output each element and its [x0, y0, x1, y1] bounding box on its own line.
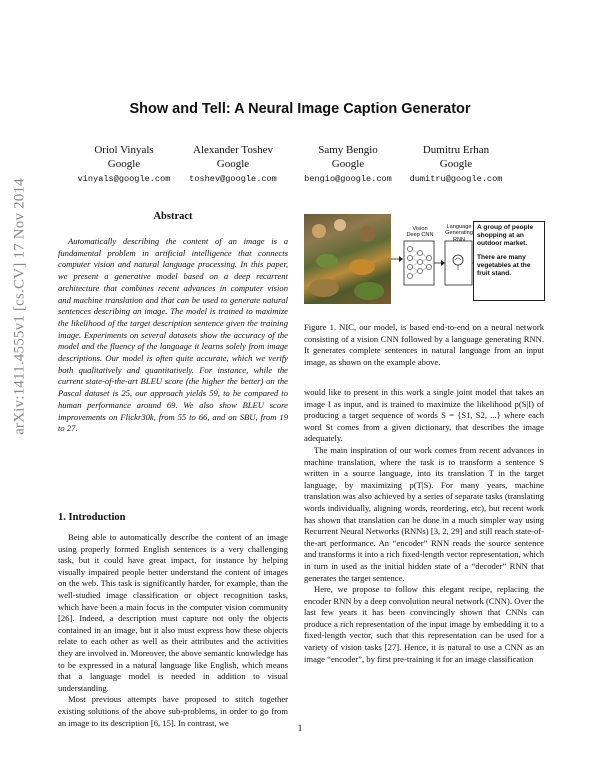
vision-cnn-label: Vision Deep CNN — [406, 226, 434, 239]
author-email[interactable]: dumitru@google.com — [409, 174, 503, 184]
author-affiliation: Google — [439, 158, 473, 170]
author-email[interactable]: toshev@google.com — [189, 174, 277, 184]
paragraph: Here, we propose to follow this elegant recipe, replacing the encoder RNN by a deep convolution neural network (CNN). Over the last few years it has been convincingly shown that CNNs can produce a rich representation of the input image by embedding it to a fixed-length vector, such that this representation can be used for a variety of vision tasks [27]. Hence, it is natural to use a CNN as an image “encoder”, by first pre-training it for an image classification — [304, 584, 544, 664]
author-affiliation: Google — [107, 158, 141, 170]
market-photo — [304, 214, 391, 304]
abstract-text: Automatically describing the content of an image is a fundamental problem in artificial intelligence that connects computer vision and natural language processing. In this paper, we present a generative model based on a deep recurrent architecture that combines recent advances in computer vision and machine translation and that can be used to generate natural sentences describing an image. The model is trained to maximize the likelihood of the target description sentence given the training image. Experiments on several datasets show the accuracy of the model and the fluency of the language it learns solely from image descriptions. Our model is often quite accurate, which we verify both qualitatively and quantitatively. For instance, while the current state-of-the-art BLEU score (the higher the better) on the Pascal dataset is 25, our approach yields 59, to be compared to human performance around 69. We also show BLEU score improvements on Flickr30k, from 55 to 66, and on SBU, from 19 to 27. — [58, 236, 288, 434]
intro-body — [58, 532, 288, 729]
generated-caption: There are many vegetables at the fruit stand. — [477, 254, 531, 277]
author-affiliation: Google — [216, 158, 250, 170]
author-block — [168, 143, 298, 186]
author-email[interactable]: vinyals@google.com — [77, 174, 171, 184]
paper-title: Show and Tell: A Neural Image Caption Generator — [129, 101, 471, 117]
paragraph: Most previous attempts have proposed to stitch together existing solutions of the above sub-problems, in order to go from an image to its description [6, 15]. In contrast, we — [58, 694, 288, 728]
page-number: 1 — [297, 724, 303, 734]
figure-caption: Figure 1. NIC, our model, is based end-to-end on a neural network consisting of a vision CNN followed by a language generating RNN. It generates complete sentences in natural language from an input image, as shown on the example above. — [304, 322, 544, 367]
section-heading: 1. Introduction — [58, 512, 126, 523]
author-block — [391, 143, 521, 186]
language-rnn-label: Language Generating RNN — [445, 224, 473, 243]
author-name: Alexander Toshev — [193, 144, 273, 156]
author-email[interactable]: bengio@google.com — [304, 174, 392, 184]
paragraph: The main inspiration of our work comes from recent advances in machine translation, where the task is to transform a sentence S written in a source language, into its translation T in the target language, by maximizing p(T|S). For many years, machine translation was also achieved by a series of separate tasks (translating words individually, aligning words, reordering, etc), but recent work has shown that translation can be done in a much simpler way using Recurrent Neural Networks (RNNs) [3, 2, 29] and still reach state-of-the-art performance. An “encoder” RNN reads the source sentence and transforms it into a rich fixed-length vector representation, which in turn in used as the initial hidden state of a “decoder” RNN that generates the target sentence. — [304, 444, 544, 583]
author-affiliation: Google — [331, 158, 365, 170]
figure-1 — [304, 212, 546, 307]
author-name: Dumitru Erhan — [422, 144, 490, 156]
paragraph: would like to present in this work a single joint model that takes an image I as input, and is trained to maximize the likelihood p(S|I) of producing a target sequence of words S = {S1, S2, ...} where each word St comes from a given dictionary, that describes the image adequately. — [304, 387, 544, 444]
abstract-heading: Abstract — [153, 211, 193, 222]
author-name: Samy Bengio — [318, 144, 378, 156]
generated-caption: A group of people shopping at an outdoor market. — [477, 224, 534, 247]
generated-captions-box — [473, 221, 545, 301]
arxiv-identifier: arXiv:1411.4555v1 [cs.CV] 17 Nov 2014 — [11, 178, 28, 435]
author-name: Oriol Vinyals — [94, 144, 154, 156]
right-column-body — [304, 387, 544, 665]
paragraph: Being able to automatically describe the content of an image using properly formed English sentences is a very challenging task, but it could have great impact, for instance by helping visually impaired people better understand the content of images on the web. This task is significantly harder, for example, than the well-studied image classification or object recognition tasks, which have been a main focus in the computer vision community [26]. Indeed, a description must capture not only the objects contained in an image, but it also must express how these objects relate to each other as well as their attributes and the activities they are involved in. Moreover, the above semantic knowledge has to be expressed in a natural language like English, which means that a language model is needed in addition to visual understanding. — [58, 532, 288, 693]
